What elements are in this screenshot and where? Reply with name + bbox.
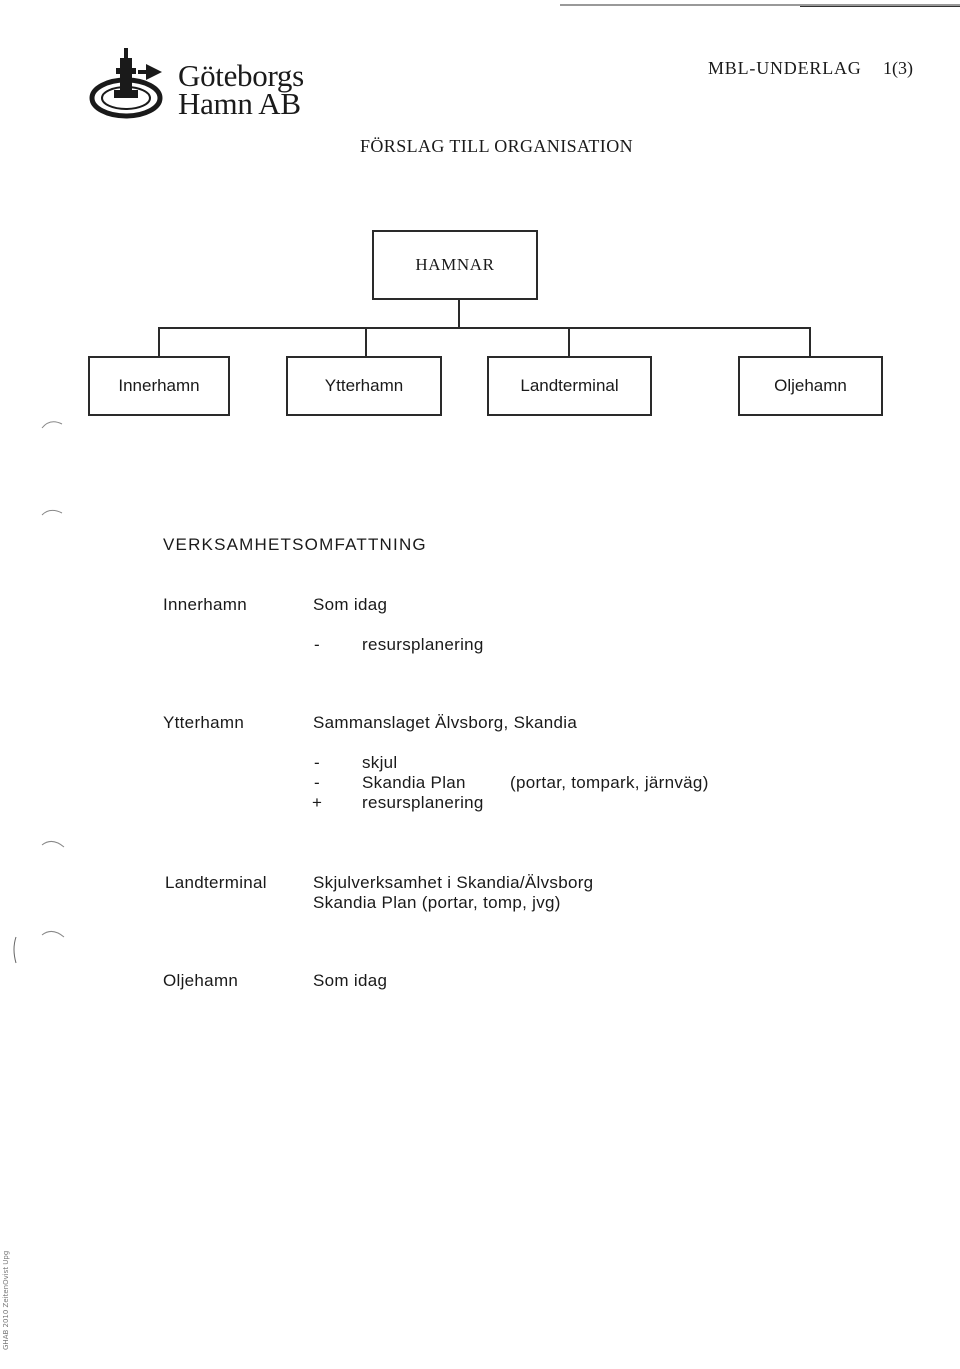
company-name-line2: Hamn AB	[178, 86, 301, 121]
scope-bullet-sign: -	[314, 635, 320, 654]
scope-bullet-text: Skandia Plan	[362, 773, 466, 792]
company-logo-icon	[86, 44, 166, 124]
scan-mark	[40, 835, 66, 851]
scope-bullet-text: resursplanering	[362, 793, 484, 812]
scope-unit-ytterhamn: Ytterhamn	[163, 713, 245, 732]
scope-text: Sammanslaget Älvsborg, Skandia	[313, 713, 578, 732]
org-line-landterminal	[568, 327, 570, 357]
scope-bullet-sign: -	[314, 773, 320, 792]
org-line-root-down	[458, 300, 460, 328]
org-box-label: Ytterhamn	[324, 376, 404, 395]
scan-mark	[10, 935, 20, 965]
scope-unit-oljehamn: Oljehamn	[163, 971, 239, 990]
org-box-innerhamn	[88, 356, 230, 416]
top-rule	[560, 4, 960, 7]
page-number: 1(3)	[883, 58, 913, 78]
org-box-landterminal	[487, 356, 652, 416]
org-box-hamnar	[372, 230, 538, 300]
org-box-label: Innerhamn	[118, 376, 200, 395]
company-name-line1: Göteborgs	[178, 58, 304, 93]
org-box-label: HAMNAR	[415, 255, 495, 274]
org-box-ytterhamn	[286, 356, 442, 416]
org-box-oljehamn	[738, 356, 883, 416]
org-line-innerhamn	[158, 327, 160, 357]
scope-bullet-sign: -	[314, 753, 320, 772]
org-box-label: Landterminal	[520, 376, 619, 395]
document-type: MBL-UNDERLAG	[708, 58, 862, 78]
scope-text: Skandia Plan (portar, tomp, jvg)	[313, 893, 561, 912]
side-stamp: GHAB 2010 ZeitenOvist Upg	[2, 1250, 10, 1350]
scope-bullet-note: (portar, tompark, järnväg)	[510, 773, 709, 792]
org-box-label: Oljehamn	[774, 376, 847, 395]
scope-unit-landterminal: Landterminal	[165, 873, 267, 892]
scope-text: Skjulverksamhet i Skandia/Älvsborg	[313, 873, 594, 892]
scope-text: Som idag	[313, 971, 388, 990]
org-line-horizontal	[158, 327, 810, 329]
scope-text: Som idag	[313, 595, 388, 614]
scope-bullet-text: resursplanering	[362, 635, 484, 654]
scan-mark	[40, 925, 66, 941]
page-title: FÖRSLAG TILL ORGANISATION	[360, 136, 634, 156]
section-title: VERKSAMHETSOMFATTNING	[163, 535, 427, 554]
scan-mark	[40, 505, 64, 521]
org-line-ytterhamn	[365, 327, 367, 357]
scope-unit-innerhamn: Innerhamn	[163, 595, 247, 614]
org-line-oljehamn	[809, 327, 811, 357]
scan-mark	[40, 410, 64, 440]
scope-bullet-text: skjul	[362, 753, 398, 772]
scope-bullet-sign: +	[312, 793, 322, 812]
